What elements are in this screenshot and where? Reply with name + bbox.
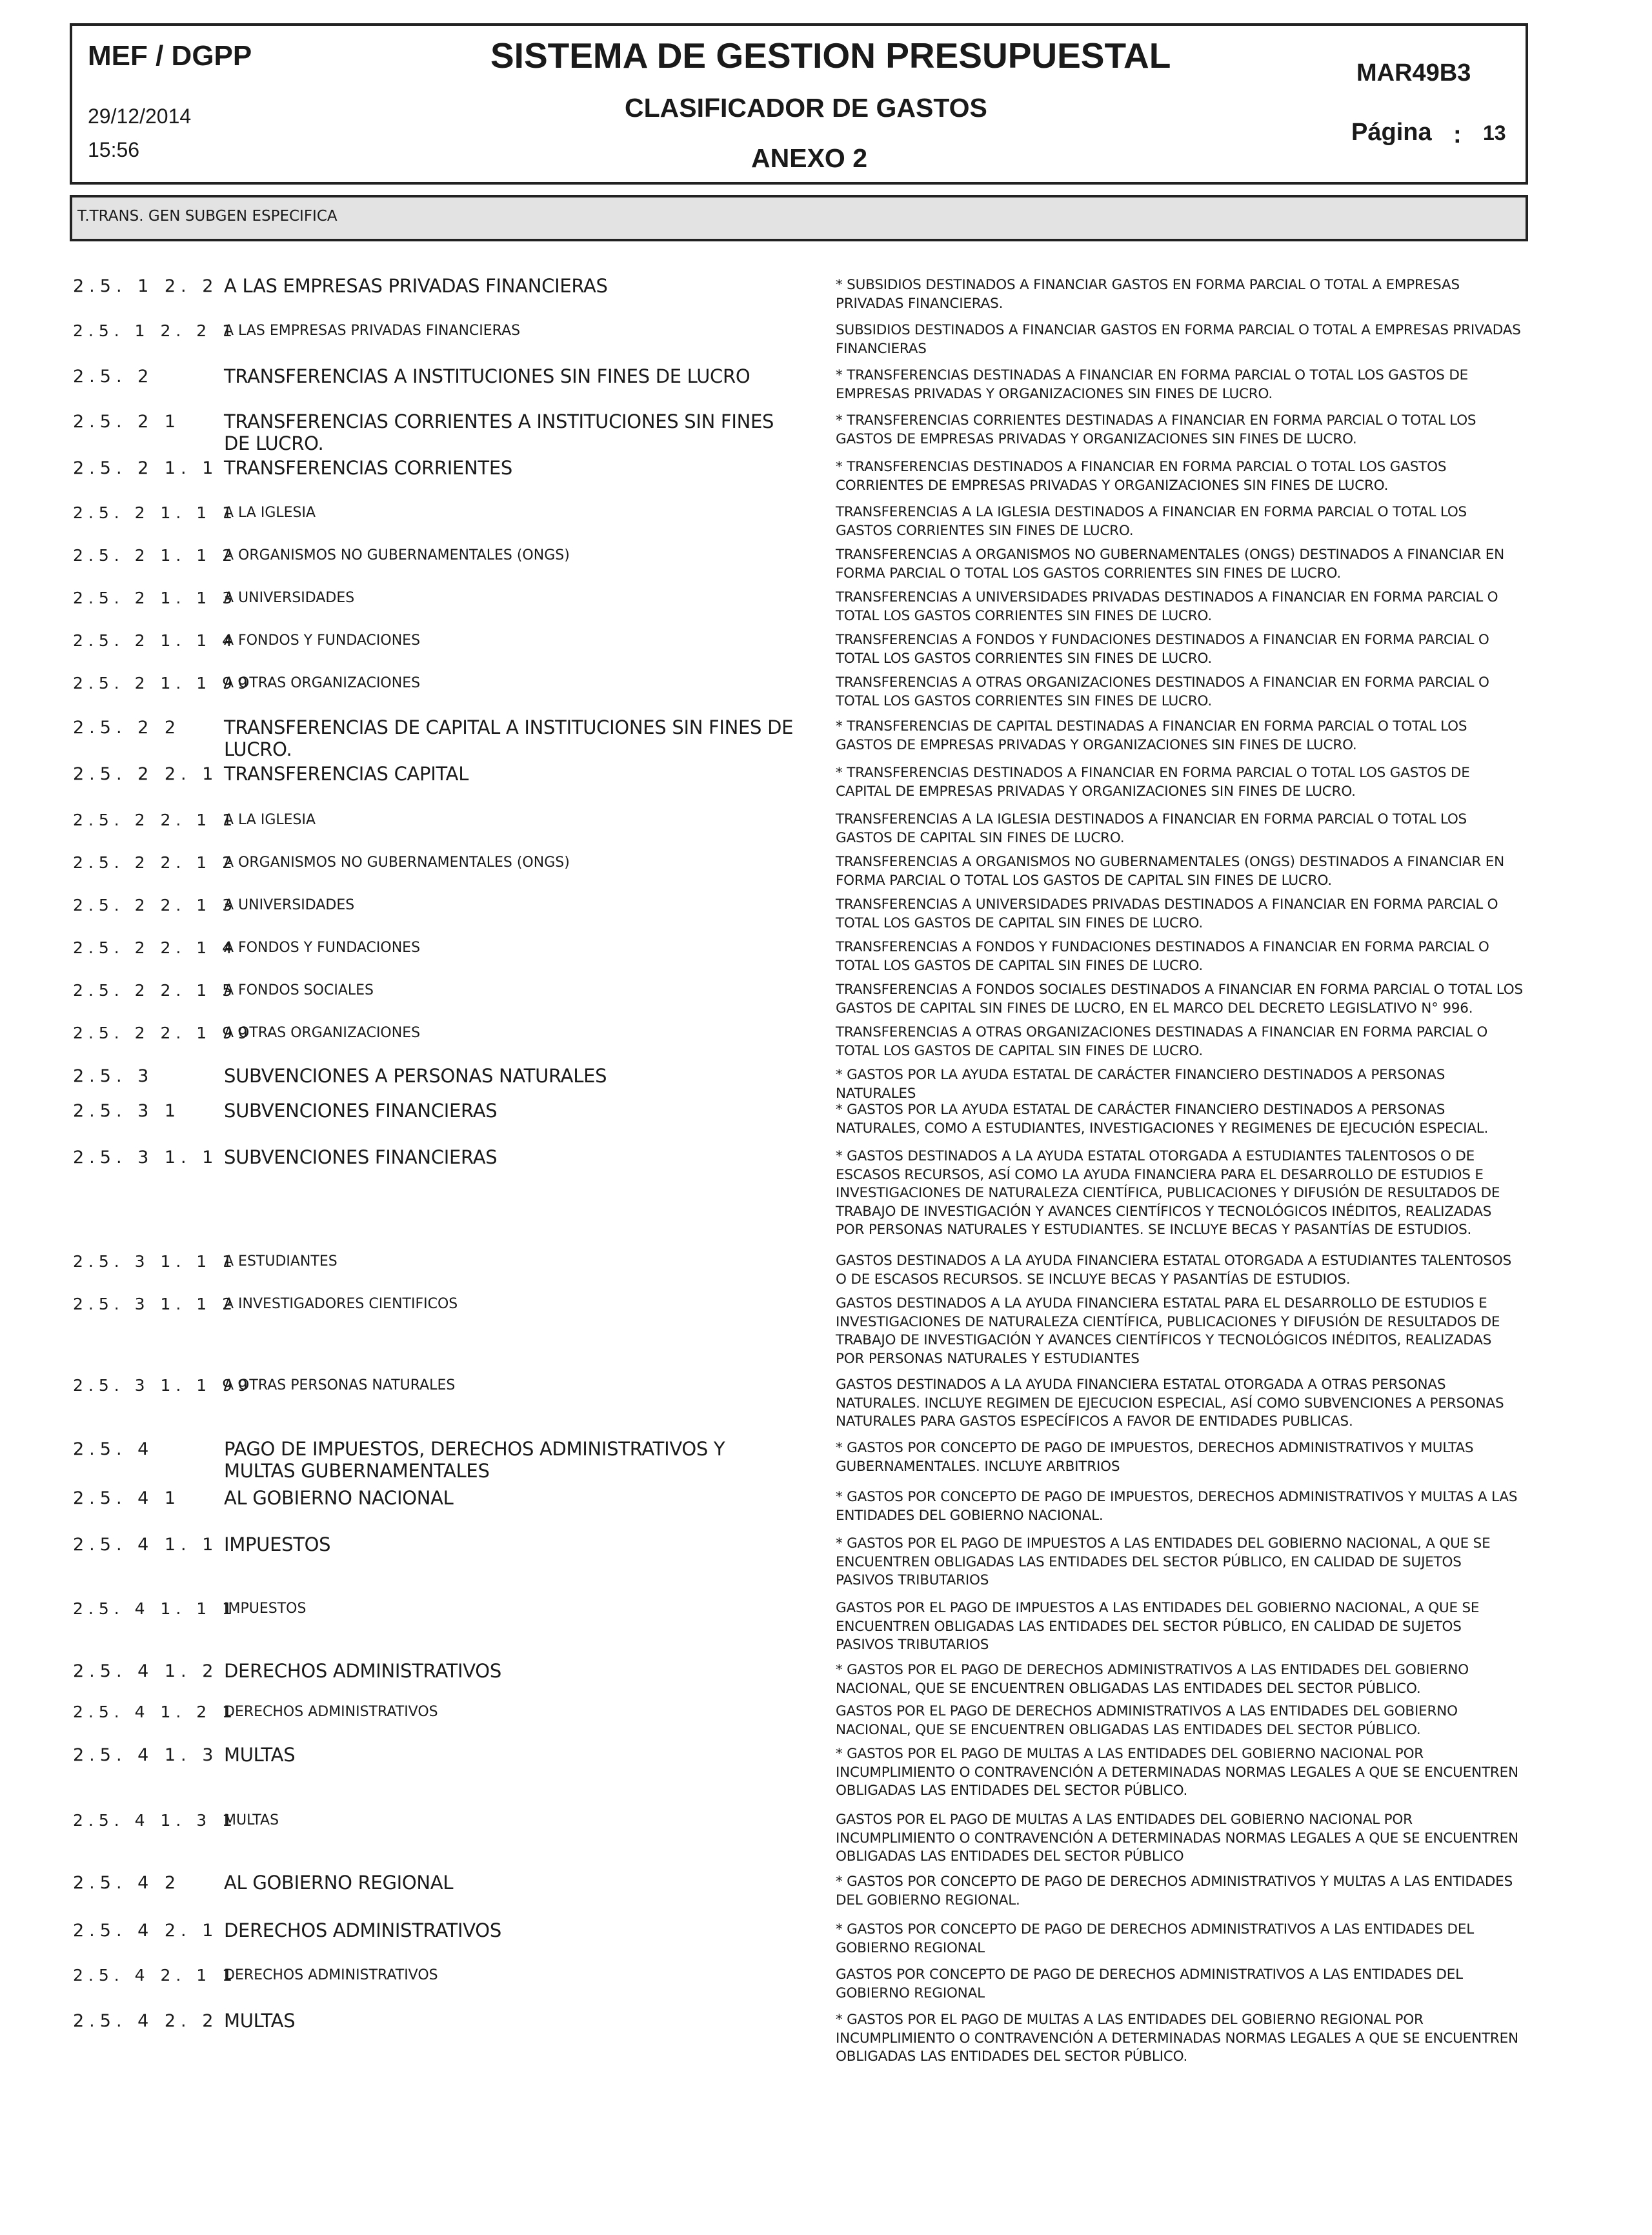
row-name: DERECHOS ADMINISTRATIVOS	[224, 1967, 438, 1983]
row-name: A LA IGLESIA	[224, 505, 316, 521]
report-title: SISTEMA DE GESTION PRESUPUESTAL	[490, 35, 1171, 76]
row-name: SUBVENCIONES FINANCIERAS	[224, 1100, 498, 1122]
page-colon: :	[1453, 121, 1462, 148]
row-name: AL GOBIERNO NACIONAL	[224, 1487, 454, 1509]
row-code: 2.5. 2 1. 1 99	[73, 674, 253, 693]
row-name: A UNIVERSIDADES	[224, 590, 355, 606]
row-code: 2.5. 3 1. 1	[73, 1148, 219, 1168]
row-description: * GASTOS POR CONCEPTO DE PAGO DE DERECHOS ADMINISTRATIVOS A LAS ENTIDADES DEL GOBIERNO REGIONAL	[836, 1921, 1475, 1956]
row-code: 2.5. 4 1. 3	[73, 1745, 219, 1765]
row-code: 2.5. 2 2	[73, 718, 181, 738]
row-description: TRANSFERENCIAS A UNIVERSIDADES PRIVADAS DESTINADOS A FINANCIAR EN FORMA PARCIAL O TOTAL LOS GASTOS DE CAPITAL SIN FINES DE LUCRO.	[836, 896, 1498, 931]
report-time: 15:56	[88, 138, 140, 161]
row-code: 2.5. 1 2. 2 1	[73, 321, 238, 340]
row-description: TRANSFERENCIAS A OTRAS ORGANIZACIONES DESTINADAS A FINANCIAR EN FORMA PARCIAL O TOTAL LOS GASTOS DE CAPITAL SIN FINES DE LUCRO.	[836, 1024, 1488, 1059]
row-description: TRANSFERENCIAS A OTRAS ORGANIZACIONES DESTINADOS A FINANCIAR EN FORMA PARCIAL O TOTAL LOS GASTOS CORRIENTES SIN FINES DE LUCRO.	[836, 674, 1489, 709]
row-code: 2.5. 2 2. 1 99	[73, 1024, 253, 1042]
row-code: 2.5. 2 2. 1 2	[73, 853, 238, 872]
row-description: * GASTOS POR EL PAGO DE IMPUESTOS A LAS ENTIDADES DEL GOBIERNO NACIONAL, A QUE SE ENCUENTREN OBLIGADAS LAS ENTIDADES DEL SECTOR PÚBLICO, EN CALIDAD DE SUJETOS PASIVOS TRIBUTARIOS	[836, 1535, 1491, 1588]
row-name: A ORGANISMOS NO GUBERNAMENTALES (ONGS)	[224, 855, 570, 871]
row-name: A INVESTIGADORES CIENTIFICOS	[224, 1296, 458, 1312]
report-date: 29/12/2014	[88, 105, 192, 128]
row-name: A LAS EMPRESAS PRIVADAS FINANCIERAS	[224, 275, 608, 297]
row-code: 2.5. 3 1. 1 2	[73, 1295, 238, 1313]
row-code: 2.5. 3 1. 1 99	[73, 1376, 253, 1395]
row-description: SUBSIDIOS DESTINADOS A FINANCIAR GASTOS EN FORMA PARCIAL O TOTAL A EMPRESAS PRIVADAS FINANCIERAS	[836, 322, 1521, 357]
row-name: DERECHOS ADMINISTRATIVOS	[224, 1919, 501, 1941]
row-description: * GASTOS POR EL PAGO DE DERECHOS ADMINISTRATIVOS A LAS ENTIDADES DEL GOBIERNO NACIONAL, QUE SE ENCUENTREN OBLIGADAS LAS ENTIDADES DEL SECTOR PÚBLICO.	[836, 1662, 1469, 1697]
row-description: TRANSFERENCIAS A FONDOS Y FUNDACIONES DESTINADOS A FINANCIAR EN FORMA PARCIAL O TOTAL LOS GASTOS DE CAPITAL SIN FINES DE LUCRO.	[836, 939, 1489, 974]
row-name: A OTRAS ORGANIZACIONES	[224, 675, 421, 691]
row-description: TRANSFERENCIAS A FONDOS Y FUNDACIONES DESTINADOS A FINANCIAR EN FORMA PARCIAL O TOTAL LOS GASTOS CORRIENTES SIN FINES DE LUCRO.	[836, 632, 1489, 667]
row-name: SUBVENCIONES FINANCIERAS	[224, 1146, 498, 1168]
row-name: A ORGANISMOS NO GUBERNAMENTALES (ONGS)	[224, 547, 570, 563]
row-name: IMPUESTOS	[224, 1533, 331, 1555]
row-name: TRANSFERENCIAS CORRIENTES A INSTITUCIONES SIN FINES DE LUCRO.	[224, 410, 774, 454]
row-description: TRANSFERENCIAS A LA IGLESIA DESTINADOS A FINANCIAR EN FORMA PARCIAL O TOTAL LOS GASTOS DE CAPITAL SIN FINES DE LUCRO.	[836, 811, 1467, 846]
row-code: 2.5. 3 1. 1 1	[73, 1252, 238, 1271]
row-code: 2.5. 1 2. 2	[73, 276, 219, 296]
row-name: DERECHOS ADMINISTRATIVOS	[224, 1704, 438, 1720]
row-code: 2.5. 4 1. 2	[73, 1661, 219, 1681]
row-description: * TRANSFERENCIAS DE CAPITAL DESTINADAS A FINANCIAR EN FORMA PARCIAL O TOTAL LOS GASTOS DE EMPRESAS PRIVADAS Y ORGANIZACIONES SIN FINES DE LUCRO.	[836, 718, 1467, 753]
row-code: 2.5. 3 1	[73, 1101, 181, 1121]
row-code: 2.5. 2 1. 1 4	[73, 631, 238, 650]
row-name: A LA IGLESIA	[224, 812, 316, 828]
row-description: GASTOS POR CONCEPTO DE PAGO DE DERECHOS ADMINISTRATIVOS A LAS ENTIDADES DEL GOBIERNO REGIONAL	[836, 1967, 1463, 2001]
row-code: 2.5. 2 2. 1 5	[73, 981, 238, 1000]
row-description: * GASTOS POR EL PAGO DE MULTAS A LAS ENTIDADES DEL GOBIERNO NACIONAL POR INCUMPLIMIENTO O CONTRAVENCIÓN A DETERMINADAS NORMAS LEGALES A QUE SE ENCUENTREN OBLIGADAS LAS ENTIDADES DEL SECTOR PÚBLICO.	[836, 1746, 1518, 1799]
row-description: * GASTOS POR CONCEPTO DE PAGO DE IMPUESTOS, DERECHOS ADMINISTRATIVOS Y MULTAS GUBERNAMENTALES. INCLUYE ARBITRIOS	[836, 1440, 1474, 1475]
row-name: A ESTUDIANTES	[224, 1253, 337, 1269]
row-code: 2.5. 2 2. 1 3	[73, 896, 238, 915]
column-header-bar	[70, 195, 1528, 241]
row-name: A FONDOS Y FUNDACIONES	[224, 940, 421, 956]
org-label: MEF / DGPP	[88, 40, 252, 72]
row-name: IMPUESTOS	[224, 1601, 307, 1617]
row-description: TRANSFERENCIAS A FONDOS SOCIALES DESTINADOS A FINANCIAR EN FORMA PARCIAL O TOTAL LOS GASTOS DE CAPITAL SIN FINES DE LUCRO, EN EL MARCO DEL DECRETO LEGISLATIVO N° 996.	[836, 982, 1523, 1016]
report-subtitle: CLASIFICADOR DE GASTOS	[625, 93, 987, 123]
row-description: * TRANSFERENCIAS DESTINADOS A FINANCIAR EN FORMA PARCIAL O TOTAL LOS GASTOS CORRIENTES DE EMPRESAS PRIVADAS Y ORGANIZACIONES SIN FINES DE LUCRO.	[836, 459, 1447, 494]
row-code: 2.5. 4 1. 1 1	[73, 1599, 238, 1618]
row-description: * GASTOS POR CONCEPTO DE PAGO DE DERECHOS ADMINISTRATIVOS Y MULTAS A LAS ENTIDADES DEL GOBIERNO REGIONAL.	[836, 1874, 1513, 1908]
row-description: GASTOS DESTINADOS A LA AYUDA FINANCIERA ESTATAL PARA EL DESARROLLO DE ESTUDIOS E INVESTIGACIONES DE NATURALEZA CIENTÍFICA, PUBLICACIONES Y DIFUSIÓN DE RESULTADOS DE TRABAJO DE INVESTIGACIÓN Y AVANCES CIENTÍFICOS Y TECNOLÓGICOS INÉDITOS, REALIZADAS POR PERSONAS NATURALES Y ESTUDIANTES	[836, 1295, 1500, 1367]
row-name: A FONDOS SOCIALES	[224, 982, 374, 998]
row-code: 2.5. 4 1. 1	[73, 1535, 219, 1555]
row-name: MULTAS	[224, 2010, 296, 2032]
row-name: AL GOBIERNO REGIONAL	[224, 1872, 454, 1894]
row-code: 2.5. 2 1. 1 3	[73, 589, 238, 607]
row-name: SUBVENCIONES A PERSONAS NATURALES	[224, 1065, 607, 1087]
row-code: 2.5. 4	[73, 1439, 154, 1459]
row-description: GASTOS POR EL PAGO DE IMPUESTOS A LAS ENTIDADES DEL GOBIERNO NACIONAL, A QUE SE ENCUENTREN OBLIGADAS LAS ENTIDADES DEL SECTOR PÚBLICO, EN CALIDAD DE SUJETOS PASIVOS TRIBUTARIOS	[836, 1600, 1480, 1653]
row-code: 2.5. 2 2. 1	[73, 764, 219, 784]
row-name: TRANSFERENCIAS CORRIENTES	[224, 457, 512, 479]
row-code: 2.5. 2	[73, 367, 154, 387]
row-name: MULTAS	[224, 1744, 296, 1766]
row-name: A LAS EMPRESAS PRIVADAS FINANCIERAS	[224, 323, 521, 339]
row-code: 2.5. 4 2. 1 1	[73, 1966, 238, 1985]
row-description: * SUBSIDIOS DESTINADOS A FINANCIAR GASTOS EN FORMA PARCIAL O TOTAL A EMPRESAS PRIVADAS FINANCIERAS.	[836, 277, 1460, 312]
row-description: * TRANSFERENCIAS DESTINADOS A FINANCIAR EN FORMA PARCIAL O TOTAL LOS GASTOS DE CAPITAL DE EMPRESAS PRIVADAS Y ORGANIZACIONES SIN FINES DE LUCRO.	[836, 765, 1470, 800]
row-description: GASTOS POR EL PAGO DE MULTAS A LAS ENTIDADES DEL GOBIERNO NACIONAL POR INCUMPLIMIENTO O CONTRAVENCIÓN A DETERMINADAS NORMAS LEGALES A QUE SE ENCUENTREN OBLIGADAS LAS ENTIDADES DEL SECTOR PÚBLICO	[836, 1812, 1518, 1865]
row-description: * GASTOS POR LA AYUDA ESTATAL DE CARÁCTER FINANCIERO DESTINADOS A PERSONAS NATURALES, COMO A ESTUDIANTES, INVESTIGACIONES Y REGIMENES DE EJECUCIÓN ESPECIAL.	[836, 1102, 1489, 1137]
row-code: 2.5. 4 1. 3 1	[73, 1811, 238, 1830]
row-code: 2.5. 2 2. 1 1	[73, 811, 238, 829]
row-code: 2.5. 4 2. 1	[73, 1921, 219, 1941]
row-code: 2.5. 4 2	[73, 1873, 181, 1893]
row-description: * GASTOS POR EL PAGO DE MULTAS A LAS ENTIDADES DEL GOBIERNO REGIONAL POR INCUMPLIMIENTO O CONTRAVENCIÓN A DETERMINADAS NORMAS LEGALES A QUE SE ENCUENTREN OBLIGADAS LAS ENTIDADES DEL SECTOR PÚBLICO.	[836, 2012, 1518, 2065]
row-description: TRANSFERENCIAS A ORGANISMOS NO GUBERNAMENTALES (ONGS) DESTINADOS A FINANCIAR EN FORMA PARCIAL O TOTAL LOS GASTOS CORRIENTES SIN FINES DE LUCRO.	[836, 547, 1505, 582]
row-code: 2.5. 2 1. 1 1	[73, 503, 238, 522]
report-code: MAR49B3	[1356, 59, 1471, 86]
row-code: 2.5. 2 1	[73, 412, 181, 432]
row-code: 2.5. 4 1. 2 1	[73, 1703, 238, 1721]
row-name: A OTRAS ORGANIZACIONES	[224, 1025, 421, 1041]
row-description: GASTOS POR EL PAGO DE DERECHOS ADMINISTRATIVOS A LAS ENTIDADES DEL GOBIERNO NACIONAL, QUE SE ENCUENTREN OBLIGADAS LAS ENTIDADES DEL SECTOR PÚBLICO.	[836, 1703, 1458, 1738]
row-description: * GASTOS DESTINADOS A LA AYUDA ESTATAL OTORGADA A ESTUDIANTES TALENTOSOS O DE ESCASOS RECURSOS, ASÍ COMO LA AYUDA FINANCIERA PARA EL DESARROLLO DE ESTUDIOS E INVESTIGACIONES DE NATURALEZA CIENTÍFICA, PUBLICACIONES Y DIFUSIÓN DE RESULTADOS DE TRABAJO DE INVESTIGACIÓN Y AVANCES CIENTÍFICOS Y TECNOLÓGICOS INÉDITOS, REALIZADAS POR PERSONAS NATURALES Y ESTUDIANTES. SE INCLUYE BECAS Y PASANTÍAS DE ESTUDIOS.	[836, 1148, 1500, 1238]
page-number: 13	[1483, 121, 1506, 145]
row-description: * TRANSFERENCIAS CORRIENTES DESTINADAS A FINANCIAR EN FORMA PARCIAL O TOTAL LOS GASTOS DE EMPRESAS PRIVADAS Y ORGANIZACIONES SIN FINES DE LUCRO.	[836, 412, 1476, 447]
row-description: GASTOS DESTINADOS A LA AYUDA FINANCIERA ESTATAL OTORGADA A OTRAS PERSONAS NATURALES. INCLUYE REGIMEN DE EJECUCION ESPECIAL, ASÍ COMO SUBVENCIONES A PERSONAS NATURALES PARA GASTOS ESPECÍFICOS A FAVOR DE ENTIDADES PUBLICAS.	[836, 1377, 1504, 1430]
row-code: 2.5. 2 1. 1	[73, 458, 219, 478]
row-description: GASTOS DESTINADOS A LA AYUDA FINANCIERA ESTATAL OTORGADA A ESTUDIANTES TALENTOSOS O DE ESCASOS RECURSOS. SE INCLUYE BECAS Y PASANTÍAS DE ESTUDIOS.	[836, 1253, 1512, 1288]
row-code: 2.5. 4 2. 2	[73, 2011, 219, 2031]
row-name: TRANSFERENCIAS A INSTITUCIONES SIN FINES DE LUCRO	[224, 365, 750, 387]
report-header	[70, 23, 1528, 185]
row-name: A UNIVERSIDADES	[224, 897, 355, 913]
row-description: TRANSFERENCIAS A ORGANISMOS NO GUBERNAMENTALES (ONGS) DESTINADOS A FINANCIAR EN FORMA PARCIAL O TOTAL LOS GASTOS DE CAPITAL SIN FINES DE LUCRO.	[836, 854, 1505, 889]
row-name: MULTAS	[224, 1812, 279, 1828]
row-code: 2.5. 2 2. 1 4	[73, 938, 238, 957]
row-code: 2.5. 4 1	[73, 1488, 181, 1508]
column-header-text: T.TRANS. GEN SUBGEN ESPECIFICA	[77, 208, 337, 225]
row-name: A OTRAS PERSONAS NATURALES	[224, 1377, 456, 1393]
row-description: TRANSFERENCIAS A UNIVERSIDADES PRIVADAS DESTINADOS A FINANCIAR EN FORMA PARCIAL O TOTAL LOS GASTOS CORRIENTES SIN FINES DE LUCRO.	[836, 589, 1498, 624]
annex-label: ANEXO 2	[751, 143, 867, 173]
page-label: Página	[1351, 119, 1432, 146]
row-name: TRANSFERENCIAS CAPITAL	[224, 763, 469, 785]
row-name: DERECHOS ADMINISTRATIVOS	[224, 1660, 501, 1682]
row-name: A FONDOS Y FUNDACIONES	[224, 632, 421, 649]
row-description: * GASTOS POR LA AYUDA ESTATAL DE CARÁCTER FINANCIERO DESTINADOS A PERSONAS NATURALES	[836, 1067, 1446, 1102]
row-code: 2.5. 2 1. 1 2	[73, 546, 238, 565]
row-description: TRANSFERENCIAS A LA IGLESIA DESTINADOS A FINANCIAR EN FORMA PARCIAL O TOTAL LOS GASTOS CORRIENTES SIN FINES DE LUCRO.	[836, 504, 1467, 539]
row-name: TRANSFERENCIAS DE CAPITAL A INSTITUCIONES SIN FINES DE LUCRO.	[224, 716, 794, 760]
row-description: * TRANSFERENCIAS DESTINADAS A FINANCIAR EN FORMA PARCIAL O TOTAL LOS GASTOS DE EMPRESAS PRIVADAS Y ORGANIZACIONES SIN FINES DE LUCRO.	[836, 367, 1469, 402]
row-code: 2.5. 3	[73, 1066, 154, 1086]
row-description: * GASTOS POR CONCEPTO DE PAGO DE IMPUESTOS, DERECHOS ADMINISTRATIVOS Y MULTAS A LAS ENTIDADES DEL GOBIERNO NACIONAL.	[836, 1489, 1518, 1524]
row-name: PAGO DE IMPUESTOS, DERECHOS ADMINISTRATIVOS Y MULTAS GUBERNAMENTALES	[224, 1438, 725, 1482]
